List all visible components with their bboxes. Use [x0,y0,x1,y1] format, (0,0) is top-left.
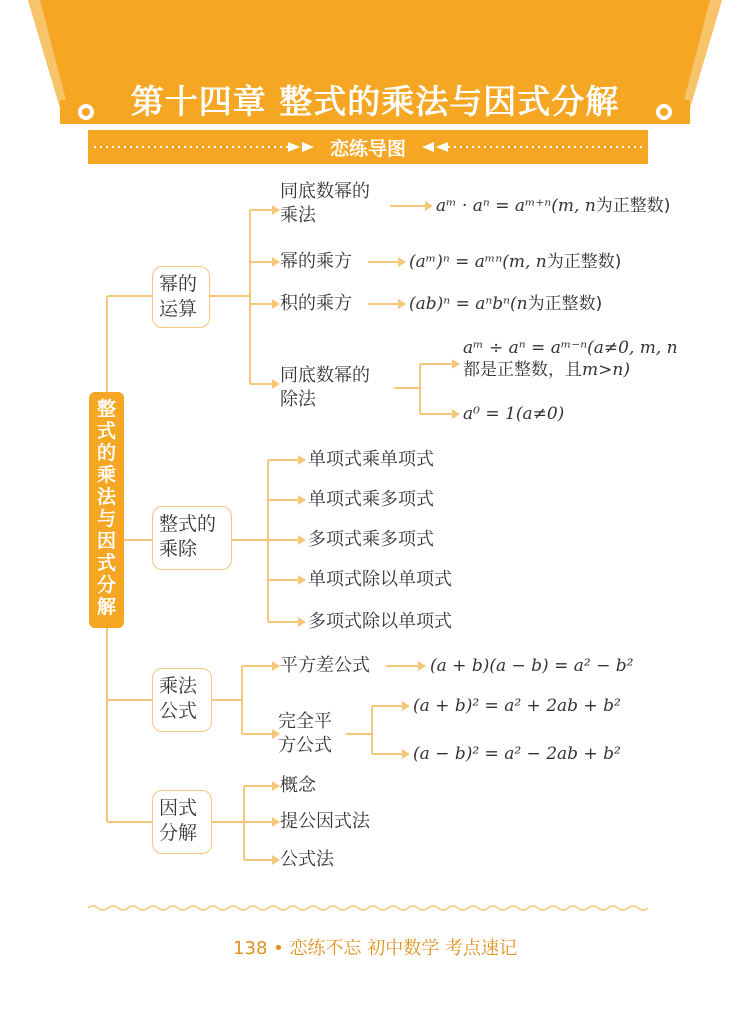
formula-power-of-power: (aᵐ)ⁿ = aᵐⁿ(m, n为正整数) [409,252,622,272]
chapter-title: 第十四章 整式的乘法与因式分解 [130,82,620,121]
leaf-power-of-power: 幂的乘方 [280,251,352,272]
formula-zero-exponent: a⁰ = 1(a≠0) [463,404,565,424]
leaf-mono-times-poly: 单项式乘多项式 [308,489,434,510]
formula-power-of-product: (ab)ⁿ = aⁿbⁿ(n为正整数) [409,294,603,314]
root-node: 整 式 的 乘 法 与 因 式 分 解 [89,392,124,628]
formula-square-of-difference: (a − b)² = a² − 2ab + b² [413,744,621,764]
page-number: 138 [233,938,268,959]
node-factorization: 因式 分解 [152,790,212,854]
leaf-perfect-square: 完全平 方公式 [278,711,332,756]
node-multiplication-formulas: 乘法 公式 [152,668,212,732]
footer-dot: • [273,938,284,959]
leaf-concept: 概念 [280,775,316,796]
node-polynomial-mul-div: 整式的 乘除 [152,506,232,570]
leaf-difference-of-squares: 平方差公式 [280,655,370,676]
formula-difference-of-squares: (a + b)(a − b) = a² − b² [430,656,634,676]
page-footer [0,934,750,960]
leaf-same-base-multiplication: 同底数幂的 乘法 [280,181,370,226]
formula-same-base-multiplication: aᵐ · aⁿ = aᵐ⁺ⁿ(m, n为正整数) [436,196,671,216]
leaf-same-base-division: 同底数幂的 除法 [280,365,370,410]
formula-square-of-sum: (a + b)² = a² + 2ab + b² [413,696,621,716]
footer-text: 恋练不忘 初中数学 考点速记 [289,938,517,959]
leaf-power-of-product: 积的乘方 [280,293,352,314]
formula-same-base-division: aᵐ ÷ aⁿ = aᵐ⁻ⁿ(a≠0, m, n 都是正整数，且m>n) [463,338,678,380]
leaf-poly-div-mono: 多项式除以单项式 [308,611,452,632]
section-subtitle: 恋练导图 [329,138,406,160]
leaf-mono-times-mono: 单项式乘单项式 [308,449,434,470]
leaf-poly-times-poly: 多项式乘多项式 [308,529,434,550]
leaf-formula-method: 公式法 [280,849,334,870]
footer-divider [88,904,648,912]
node-power-operations: 幂的 运算 [152,266,210,328]
leaf-mono-div-mono: 单项式除以单项式 [308,569,452,590]
leaf-common-factor-method: 提公因式法 [280,811,370,832]
